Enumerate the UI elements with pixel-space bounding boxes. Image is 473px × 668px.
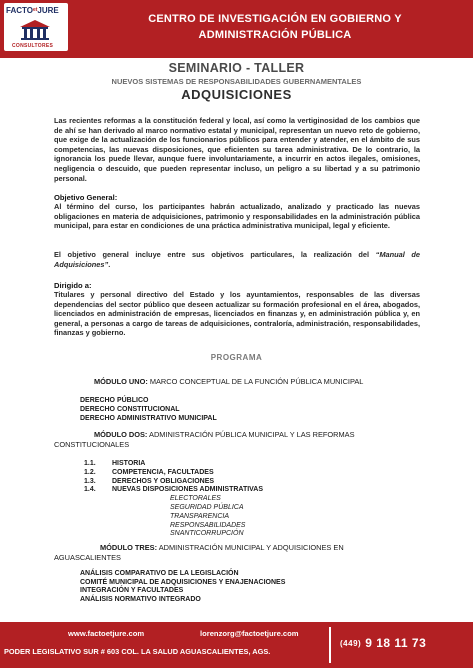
sub-list-item: ELECTORALES xyxy=(170,495,221,503)
seminar-subtitle: NUEVOS SISTEMAS DE RESPONSABILIDADES GUBERNAMENTALES xyxy=(111,77,362,86)
phone-number[interactable]: (449) 9 18 11 73 xyxy=(340,636,427,650)
list-item: DERECHO CONSTITUCIONAL xyxy=(80,406,180,413)
list-item: 1.4. NUEVAS DISPOSICIONES ADMINISTRATIVAS xyxy=(84,486,264,494)
list-item: 1.1. HISTORIA xyxy=(84,460,146,467)
sub-list-item: SEGURIDAD PÚBLICA xyxy=(170,503,244,511)
list-item: ANÁLISIS NORMATIVO INTEGRADO xyxy=(80,595,201,603)
logo-brand: $FACTO^{et}JURE$ xyxy=(6,6,59,15)
list-item: COMITÉ MUNICIPAL DE ADQUISICIONES Y ENAJENACIONES xyxy=(80,578,286,586)
footer-divider xyxy=(329,627,331,663)
email-link[interactable]: lorenzorg@factoetjure.com xyxy=(200,629,299,638)
address-text: PODER LEGISLATIVO SUR # 603 COL. LA SALUD AGUASCALIENTES, AGS. xyxy=(4,647,271,656)
objective-heading: Objetivo General: xyxy=(54,193,118,202)
header-title xyxy=(90,11,460,43)
header-banner xyxy=(0,0,473,58)
audience-paragraph: Titulares y personal directivo del Estado y los ayuntamientos, responsables de las diversas dependencias del sector público que deseen actualizar su formación profesional en el área, abogados, licenciados en administración de empresas, licenciados en finanzas y, en administración pública y, en general, a personas a cargo de tareas de adquisiciones, contraloría, administración, responsabilidades, finanzas y gobierno. xyxy=(54,290,420,338)
objective-particular-text: El objetivo general incluye entre sus objetivos particulares, la realización del xyxy=(54,250,376,259)
list-item: DERECHO ADMINISTRATIVO MUNICIPAL xyxy=(80,415,217,422)
intro-paragraph: Las recientes reformas a la constitución federal y local, así como la vertiginosidad de los cambios que de ahí se han derivado al marco normativo estatal y municipal, representan un nuevo reto de gobierno, que exige de la actualización de los funcionarios públicos para entender y atender, en el ámbito de sus competencias, las nuevas disposiciones, que eficienten su tarea administrativa. De lo contrario, la ignorancia los puede llevar, aunque fuere involuntariamente, a incurrir en actos ilegales, omisiones, negligencia o descuido, que pueden representar incluso, un peligro a su libertad y a su patrimonio personal. xyxy=(54,116,420,183)
module-two-list xyxy=(84,460,263,539)
list-item: DERECHO PÚBLICO xyxy=(80,397,149,404)
module-two-title: MÓDULO DOS: ADMINISTRACIÓN PÚBLICA MUNICIPAL Y LAS REFORMAS CONSTITUCIONALES xyxy=(54,430,355,449)
seminar-topic: ADQUISICIONES xyxy=(181,87,292,102)
sub-list-item: RESPONSABILIDADES xyxy=(170,521,246,529)
footer-banner xyxy=(0,622,473,668)
header-title-line1: CENTRO DE INVESTIGACIÓN EN GOBIERNO Y xyxy=(148,13,402,25)
module-one-list xyxy=(80,396,217,423)
list-item: ANÁLISIS COMPARATIVO DE LA LEGISLACIÓN xyxy=(80,570,239,577)
list-item: INTEGRACIÓN Y FACULTADES xyxy=(80,587,184,595)
sub-list-item: SNANTICORRUPCIÓN xyxy=(170,530,244,538)
building-logo-icon xyxy=(18,19,52,41)
module-three-title: MÓDULO TRES: ADMINISTRACIÓN MUNICIPAL Y ADQUISICIONES EN AGUASCALIENTES xyxy=(54,543,344,562)
logo[interactable] xyxy=(4,3,68,51)
program-heading: PROGRAMA xyxy=(210,353,263,362)
logo-tagline: CONSULTORES xyxy=(12,43,54,49)
module-three-list xyxy=(80,570,285,604)
website-link[interactable]: www.factoetjure.com xyxy=(68,629,145,638)
manual-title: “Manual de Adquisiciones” xyxy=(54,250,420,269)
list-item: 1.3. DERECHOS Y OBLIGACIONES xyxy=(84,477,215,485)
audience-heading: Dirigido a: xyxy=(54,281,92,290)
seminar-title: SEMINARIO - TALLER xyxy=(168,61,305,75)
sub-list-item: TRANSPARENCIA xyxy=(170,512,229,520)
list-item: 1.2. COMPETENCIA, FACULTADES xyxy=(84,468,214,476)
objective-particular-paragraph: El objetivo general incluye entre sus objetivos particulares, la realización del “Manual de Adquisiciones”. xyxy=(54,250,420,269)
header-title-line2: ADMINISTRACIÓN PÚBLICA xyxy=(198,29,352,41)
objective-paragraph: Al término del curso, los participantes habrán actualizado, analizado y practicado las nuevas obligaciones en materia de adquisiciones, patrimonio y responsabilidades en la administración pública municipal, para estar en condiciones de una práctica administrativa municipal, legal y eficiente. xyxy=(54,202,420,231)
module-one-title: MÓDULO UNO: MARCO CONCEPTUAL DE LA FUNCIÓN PÚBLICA MUNICIPAL xyxy=(94,377,364,386)
